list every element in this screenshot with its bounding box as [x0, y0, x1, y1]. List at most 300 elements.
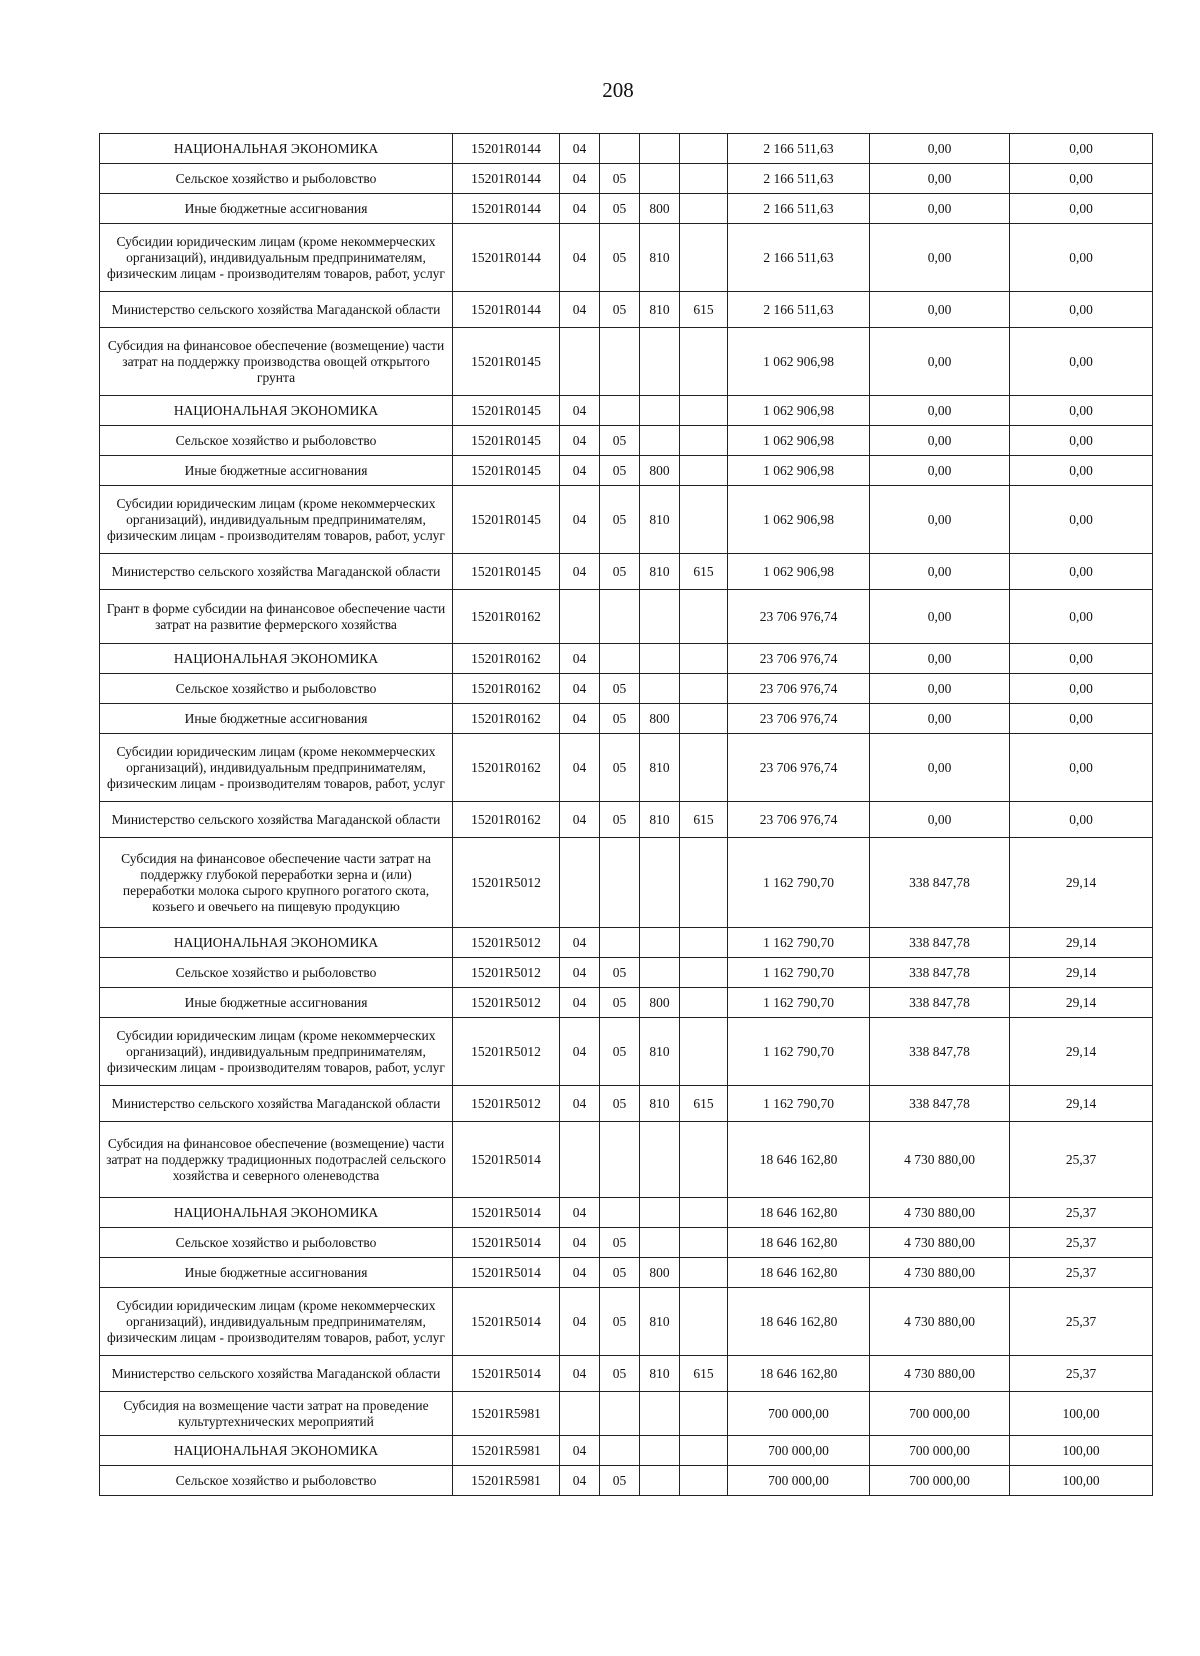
ministry-code-cell [680, 194, 728, 224]
section-code-cell: 04 [560, 958, 600, 988]
table-row [100, 1466, 1153, 1496]
planned-amount-cell: 1 062 906,98 [728, 426, 870, 456]
subsection-code-cell: 05 [600, 958, 640, 988]
ministry-code-cell: 615 [680, 554, 728, 590]
section-code-cell: 04 [560, 1356, 600, 1392]
row-name-cell: НАЦИОНАЛЬНАЯ ЭКОНОМИКА [100, 644, 453, 674]
expense-type-code-cell: 800 [640, 988, 680, 1018]
planned-amount-cell: 1 062 906,98 [728, 396, 870, 426]
planned-amount-cell: 23 706 976,74 [728, 802, 870, 838]
row-name-cell: Сельское хозяйство и рыболовство [100, 958, 453, 988]
row-name-cell: Иные бюджетные ассигнования [100, 704, 453, 734]
row-name-cell: Субсидия на финансовое обеспечение части затрат на поддержку глубокой переработки зерна и (или) переработки молока сырого крупного рогатого скота, козьего и овечьего на пищевую продукцию [100, 838, 453, 928]
expense-type-code-cell: 810 [640, 486, 680, 554]
table-row [100, 1228, 1153, 1258]
executed-amount-cell: 0,00 [870, 456, 1010, 486]
section-code-cell: 04 [560, 292, 600, 328]
ministry-code-cell [680, 1198, 728, 1228]
expense-type-code-cell [640, 1392, 680, 1436]
row-name-cell: Субсидии юридическим лицам (кроме некоммерческих организаций), индивидуальным предпринимателям, физическим лицам - производителям товаров, работ, услуг [100, 734, 453, 802]
executed-amount-cell: 0,00 [870, 164, 1010, 194]
row-name-cell: Грант в форме субсидии на финансовое обеспечение части затрат на развитие фермерского хозяйства [100, 590, 453, 644]
row-name-cell: Министерство сельского хозяйства Магаданской области [100, 292, 453, 328]
execution-percent-cell: 0,00 [1010, 554, 1153, 590]
section-code-cell: 04 [560, 1198, 600, 1228]
subsection-code-cell [600, 1198, 640, 1228]
expense-type-code-cell [640, 1228, 680, 1258]
executed-amount-cell: 0,00 [870, 328, 1010, 396]
executed-amount-cell: 338 847,78 [870, 928, 1010, 958]
budget-table [99, 133, 1153, 1496]
section-code-cell: 04 [560, 396, 600, 426]
executed-amount-cell: 0,00 [870, 396, 1010, 426]
subsection-code-cell: 05 [600, 426, 640, 456]
table-row [100, 396, 1153, 426]
table-row [100, 134, 1153, 164]
ministry-code-cell [680, 224, 728, 292]
executed-amount-cell: 0,00 [870, 486, 1010, 554]
row-name-cell: Субсидия на возмещение части затрат на проведение культуртехнических мероприятий [100, 1392, 453, 1436]
executed-amount-cell: 0,00 [870, 674, 1010, 704]
execution-percent-cell: 0,00 [1010, 704, 1153, 734]
row-name-cell: Субсидии юридическим лицам (кроме некоммерческих организаций), индивидуальным предпринимателям, физическим лицам - производителям товаров, работ, услуг [100, 486, 453, 554]
target-code-cell: 15201R5012 [453, 1086, 560, 1122]
execution-percent-cell: 25,37 [1010, 1288, 1153, 1356]
execution-percent-cell: 25,37 [1010, 1258, 1153, 1288]
subsection-code-cell [600, 1122, 640, 1198]
execution-percent-cell: 0,00 [1010, 134, 1153, 164]
section-code-cell [560, 1122, 600, 1198]
table-row [100, 1356, 1153, 1392]
target-code-cell: 15201R5014 [453, 1198, 560, 1228]
section-code-cell: 04 [560, 734, 600, 802]
row-name-cell: Иные бюджетные ассигнования [100, 194, 453, 224]
planned-amount-cell: 2 166 511,63 [728, 134, 870, 164]
expense-type-code-cell [640, 1122, 680, 1198]
planned-amount-cell: 18 646 162,80 [728, 1288, 870, 1356]
ministry-code-cell [680, 644, 728, 674]
subsection-code-cell: 05 [600, 194, 640, 224]
table-row [100, 590, 1153, 644]
execution-percent-cell: 29,14 [1010, 928, 1153, 958]
page-number: 208 [602, 78, 634, 102]
expense-type-code-cell: 810 [640, 554, 680, 590]
expense-type-code-cell: 810 [640, 734, 680, 802]
execution-percent-cell: 0,00 [1010, 456, 1153, 486]
expense-type-code-cell: 800 [640, 456, 680, 486]
expense-type-code-cell [640, 958, 680, 988]
execution-percent-cell: 25,37 [1010, 1122, 1153, 1198]
expense-type-code-cell [640, 644, 680, 674]
section-code-cell: 04 [560, 164, 600, 194]
expense-type-code-cell [640, 134, 680, 164]
target-code-cell: 15201R0162 [453, 590, 560, 644]
executed-amount-cell: 0,00 [870, 134, 1010, 164]
ministry-code-cell [680, 134, 728, 164]
row-name-cell: НАЦИОНАЛЬНАЯ ЭКОНОМИКА [100, 928, 453, 958]
section-code-cell: 04 [560, 802, 600, 838]
expense-type-code-cell: 810 [640, 292, 680, 328]
execution-percent-cell: 0,00 [1010, 426, 1153, 456]
section-code-cell: 04 [560, 194, 600, 224]
subsection-code-cell: 05 [600, 456, 640, 486]
expense-type-code-cell [640, 426, 680, 456]
section-code-cell: 04 [560, 704, 600, 734]
executed-amount-cell: 0,00 [870, 554, 1010, 590]
executed-amount-cell: 4 730 880,00 [870, 1356, 1010, 1392]
planned-amount-cell: 18 646 162,80 [728, 1122, 870, 1198]
executed-amount-cell: 4 730 880,00 [870, 1288, 1010, 1356]
expense-type-code-cell: 800 [640, 704, 680, 734]
section-code-cell [560, 590, 600, 644]
row-name-cell: Сельское хозяйство и рыболовство [100, 1228, 453, 1258]
subsection-code-cell [600, 928, 640, 958]
executed-amount-cell: 4 730 880,00 [870, 1122, 1010, 1198]
subsection-code-cell [600, 838, 640, 928]
planned-amount-cell: 1 162 790,70 [728, 958, 870, 988]
planned-amount-cell: 1 162 790,70 [728, 838, 870, 928]
execution-percent-cell: 29,14 [1010, 958, 1153, 988]
ministry-code-cell: 615 [680, 1086, 728, 1122]
ministry-code-cell [680, 958, 728, 988]
executed-amount-cell: 338 847,78 [870, 1086, 1010, 1122]
executed-amount-cell: 700 000,00 [870, 1466, 1010, 1496]
table-row [100, 292, 1153, 328]
subsection-code-cell [600, 644, 640, 674]
target-code-cell: 15201R0162 [453, 644, 560, 674]
planned-amount-cell: 2 166 511,63 [728, 292, 870, 328]
row-name-cell: Субсидия на финансовое обеспечение (возмещение) части затрат на поддержку производства овощей открытого грунта [100, 328, 453, 396]
planned-amount-cell: 2 166 511,63 [728, 194, 870, 224]
row-name-cell: Сельское хозяйство и рыболовство [100, 426, 453, 456]
table-row [100, 838, 1153, 928]
subsection-code-cell: 05 [600, 734, 640, 802]
row-name-cell: Сельское хозяйство и рыболовство [100, 674, 453, 704]
target-code-cell: 15201R5014 [453, 1122, 560, 1198]
table-row [100, 734, 1153, 802]
execution-percent-cell: 0,00 [1010, 674, 1153, 704]
row-name-cell: Министерство сельского хозяйства Магаданской области [100, 1356, 453, 1392]
row-name-cell: НАЦИОНАЛЬНАЯ ЭКОНОМИКА [100, 1436, 453, 1466]
ministry-code-cell [680, 1288, 728, 1356]
target-code-cell: 15201R0145 [453, 456, 560, 486]
execution-percent-cell: 0,00 [1010, 194, 1153, 224]
ministry-code-cell: 615 [680, 802, 728, 838]
section-code-cell [560, 1392, 600, 1436]
target-code-cell: 15201R5014 [453, 1288, 560, 1356]
expense-type-code-cell: 810 [640, 1018, 680, 1086]
row-name-cell: Сельское хозяйство и рыболовство [100, 164, 453, 194]
planned-amount-cell: 2 166 511,63 [728, 224, 870, 292]
subsection-code-cell [600, 396, 640, 426]
target-code-cell: 15201R0144 [453, 224, 560, 292]
execution-percent-cell: 100,00 [1010, 1436, 1153, 1466]
row-name-cell: Субсидия на финансовое обеспечение (возмещение) части затрат на поддержку традиционных подотраслей сельского хозяйства и северного оленеводства [100, 1122, 453, 1198]
subsection-code-cell [600, 1436, 640, 1466]
subsection-code-cell [600, 590, 640, 644]
table-row [100, 1392, 1153, 1436]
executed-amount-cell: 4 730 880,00 [870, 1258, 1010, 1288]
subsection-code-cell: 05 [600, 802, 640, 838]
table-row [100, 554, 1153, 590]
table-row [100, 328, 1153, 396]
executed-amount-cell: 4 730 880,00 [870, 1228, 1010, 1258]
execution-percent-cell: 100,00 [1010, 1392, 1153, 1436]
section-code-cell: 04 [560, 988, 600, 1018]
subsection-code-cell: 05 [600, 1288, 640, 1356]
target-code-cell: 15201R0145 [453, 486, 560, 554]
expense-type-code-cell [640, 396, 680, 426]
table-row [100, 194, 1153, 224]
row-name-cell: Сельское хозяйство и рыболовство [100, 1466, 453, 1496]
row-name-cell: Субсидии юридическим лицам (кроме некоммерческих организаций), индивидуальным предпринимателям, физическим лицам - производителям товаров, работ, услуг [100, 1288, 453, 1356]
subsection-code-cell: 05 [600, 674, 640, 704]
ministry-code-cell: 615 [680, 1356, 728, 1392]
subsection-code-cell: 05 [600, 292, 640, 328]
subsection-code-cell: 05 [600, 988, 640, 1018]
section-code-cell: 04 [560, 134, 600, 164]
section-code-cell: 04 [560, 1288, 600, 1356]
expense-type-code-cell: 810 [640, 224, 680, 292]
target-code-cell: 15201R5012 [453, 1018, 560, 1086]
ministry-code-cell [680, 1392, 728, 1436]
executed-amount-cell: 700 000,00 [870, 1436, 1010, 1466]
expense-type-code-cell [640, 928, 680, 958]
budget-table-body [100, 134, 1153, 1496]
planned-amount-cell: 1 062 906,98 [728, 328, 870, 396]
section-code-cell [560, 838, 600, 928]
subsection-code-cell: 05 [600, 554, 640, 590]
target-code-cell: 15201R5012 [453, 958, 560, 988]
target-code-cell: 15201R5014 [453, 1356, 560, 1392]
ministry-code-cell [680, 674, 728, 704]
ministry-code-cell [680, 486, 728, 554]
planned-amount-cell: 1 062 906,98 [728, 456, 870, 486]
ministry-code-cell [680, 734, 728, 802]
execution-percent-cell: 29,14 [1010, 838, 1153, 928]
execution-percent-cell: 100,00 [1010, 1466, 1153, 1496]
expense-type-code-cell: 810 [640, 1288, 680, 1356]
planned-amount-cell: 18 646 162,80 [728, 1198, 870, 1228]
target-code-cell: 15201R5012 [453, 838, 560, 928]
row-name-cell: НАЦИОНАЛЬНАЯ ЭКОНОМИКА [100, 1198, 453, 1228]
ministry-code-cell [680, 1018, 728, 1086]
subsection-code-cell: 05 [600, 1258, 640, 1288]
execution-percent-cell: 29,14 [1010, 988, 1153, 1018]
execution-percent-cell: 29,14 [1010, 1086, 1153, 1122]
execution-percent-cell: 0,00 [1010, 486, 1153, 554]
row-name-cell: Иные бюджетные ассигнования [100, 456, 453, 486]
expense-type-code-cell [640, 1466, 680, 1496]
target-code-cell: 15201R0162 [453, 734, 560, 802]
subsection-code-cell: 05 [600, 1228, 640, 1258]
planned-amount-cell: 23 706 976,74 [728, 734, 870, 802]
planned-amount-cell: 23 706 976,74 [728, 644, 870, 674]
table-row [100, 1198, 1153, 1228]
section-code-cell: 04 [560, 1086, 600, 1122]
planned-amount-cell: 18 646 162,80 [728, 1228, 870, 1258]
execution-percent-cell: 29,14 [1010, 1018, 1153, 1086]
planned-amount-cell: 23 706 976,74 [728, 590, 870, 644]
table-row [100, 1086, 1153, 1122]
ministry-code-cell [680, 1436, 728, 1466]
expense-type-code-cell [640, 590, 680, 644]
execution-percent-cell: 25,37 [1010, 1198, 1153, 1228]
target-code-cell: 15201R0162 [453, 704, 560, 734]
table-row [100, 704, 1153, 734]
target-code-cell: 15201R0144 [453, 194, 560, 224]
table-row [100, 1288, 1153, 1356]
target-code-cell: 15201R5014 [453, 1258, 560, 1288]
execution-percent-cell: 0,00 [1010, 164, 1153, 194]
section-code-cell: 04 [560, 426, 600, 456]
planned-amount-cell: 1 062 906,98 [728, 554, 870, 590]
section-code-cell: 04 [560, 1466, 600, 1496]
ministry-code-cell [680, 1258, 728, 1288]
planned-amount-cell: 700 000,00 [728, 1436, 870, 1466]
section-code-cell: 04 [560, 1228, 600, 1258]
expense-type-code-cell: 810 [640, 1356, 680, 1392]
table-row [100, 928, 1153, 958]
subsection-code-cell [600, 1392, 640, 1436]
executed-amount-cell: 0,00 [870, 426, 1010, 456]
target-code-cell: 15201R0144 [453, 164, 560, 194]
ministry-code-cell [680, 1466, 728, 1496]
planned-amount-cell: 23 706 976,74 [728, 674, 870, 704]
subsection-code-cell: 05 [600, 486, 640, 554]
executed-amount-cell: 0,00 [870, 644, 1010, 674]
row-name-cell: НАЦИОНАЛЬНАЯ ЭКОНОМИКА [100, 134, 453, 164]
expense-type-code-cell: 800 [640, 1258, 680, 1288]
ministry-code-cell [680, 456, 728, 486]
section-code-cell: 04 [560, 554, 600, 590]
executed-amount-cell: 4 730 880,00 [870, 1198, 1010, 1228]
ministry-code-cell [680, 590, 728, 644]
planned-amount-cell: 1 162 790,70 [728, 1018, 870, 1086]
row-name-cell: Министерство сельского хозяйства Магаданской области [100, 554, 453, 590]
section-code-cell: 04 [560, 1436, 600, 1466]
execution-percent-cell: 0,00 [1010, 644, 1153, 674]
target-code-cell: 15201R0145 [453, 396, 560, 426]
subsection-code-cell: 05 [600, 1018, 640, 1086]
planned-amount-cell: 1 162 790,70 [728, 1086, 870, 1122]
planned-amount-cell: 23 706 976,74 [728, 704, 870, 734]
executed-amount-cell: 0,00 [870, 704, 1010, 734]
row-name-cell: Субсидии юридическим лицам (кроме некоммерческих организаций), индивидуальным предпринимателям, физическим лицам - производителям товаров, работ, услуг [100, 224, 453, 292]
executed-amount-cell: 0,00 [870, 194, 1010, 224]
ministry-code-cell [680, 328, 728, 396]
row-name-cell: Субсидии юридическим лицам (кроме некоммерческих организаций), индивидуальным предпринимателям, физическим лицам - производителям товаров, работ, услуг [100, 1018, 453, 1086]
planned-amount-cell: 700 000,00 [728, 1392, 870, 1436]
target-code-cell: 15201R0162 [453, 674, 560, 704]
table-row [100, 486, 1153, 554]
ministry-code-cell [680, 928, 728, 958]
execution-percent-cell: 0,00 [1010, 224, 1153, 292]
target-code-cell: 15201R5012 [453, 928, 560, 958]
executed-amount-cell: 338 847,78 [870, 988, 1010, 1018]
execution-percent-cell: 25,37 [1010, 1356, 1153, 1392]
section-code-cell: 04 [560, 224, 600, 292]
expense-type-code-cell: 800 [640, 194, 680, 224]
planned-amount-cell: 1 162 790,70 [728, 988, 870, 1018]
execution-percent-cell: 0,00 [1010, 328, 1153, 396]
expense-type-code-cell [640, 1436, 680, 1466]
ministry-code-cell [680, 1228, 728, 1258]
subsection-code-cell: 05 [600, 164, 640, 194]
execution-percent-cell: 0,00 [1010, 292, 1153, 328]
subsection-code-cell: 05 [600, 704, 640, 734]
target-code-cell: 15201R0145 [453, 426, 560, 456]
ministry-code-cell [680, 396, 728, 426]
section-code-cell: 04 [560, 456, 600, 486]
ministry-code-cell [680, 426, 728, 456]
expense-type-code-cell: 810 [640, 802, 680, 838]
row-name-cell: Министерство сельского хозяйства Магаданской области [100, 1086, 453, 1122]
section-code-cell: 04 [560, 486, 600, 554]
executed-amount-cell: 0,00 [870, 224, 1010, 292]
execution-percent-cell: 0,00 [1010, 396, 1153, 426]
expense-type-code-cell [640, 838, 680, 928]
section-code-cell: 04 [560, 644, 600, 674]
planned-amount-cell: 2 166 511,63 [728, 164, 870, 194]
execution-percent-cell: 0,00 [1010, 734, 1153, 802]
target-code-cell: 15201R0162 [453, 802, 560, 838]
executed-amount-cell: 0,00 [870, 292, 1010, 328]
target-code-cell: 15201R0145 [453, 554, 560, 590]
row-name-cell: НАЦИОНАЛЬНАЯ ЭКОНОМИКА [100, 396, 453, 426]
subsection-code-cell: 05 [600, 224, 640, 292]
planned-amount-cell: 18 646 162,80 [728, 1258, 870, 1288]
executed-amount-cell: 338 847,78 [870, 1018, 1010, 1086]
table-row [100, 1122, 1153, 1198]
ministry-code-cell [680, 1122, 728, 1198]
table-row [100, 958, 1153, 988]
ministry-code-cell: 615 [680, 292, 728, 328]
expense-type-code-cell: 810 [640, 1086, 680, 1122]
row-name-cell: Министерство сельского хозяйства Магаданской области [100, 802, 453, 838]
target-code-cell: 15201R0144 [453, 134, 560, 164]
executed-amount-cell: 700 000,00 [870, 1392, 1010, 1436]
subsection-code-cell: 05 [600, 1086, 640, 1122]
ministry-code-cell [680, 988, 728, 1018]
expense-type-code-cell [640, 328, 680, 396]
table-row [100, 802, 1153, 838]
executed-amount-cell: 338 847,78 [870, 838, 1010, 928]
table-row [100, 426, 1153, 456]
section-code-cell [560, 328, 600, 396]
table-row [100, 644, 1153, 674]
subsection-code-cell: 05 [600, 1466, 640, 1496]
executed-amount-cell: 0,00 [870, 802, 1010, 838]
ministry-code-cell [680, 704, 728, 734]
expense-type-code-cell [640, 1198, 680, 1228]
executed-amount-cell: 338 847,78 [870, 958, 1010, 988]
section-code-cell: 04 [560, 1258, 600, 1288]
subsection-code-cell [600, 328, 640, 396]
section-code-cell: 04 [560, 928, 600, 958]
row-name-cell: Иные бюджетные ассигнования [100, 1258, 453, 1288]
executed-amount-cell: 0,00 [870, 734, 1010, 802]
execution-percent-cell: 25,37 [1010, 1228, 1153, 1258]
subsection-code-cell: 05 [600, 1356, 640, 1392]
target-code-cell: 15201R5012 [453, 988, 560, 1018]
table-row [100, 988, 1153, 1018]
planned-amount-cell: 18 646 162,80 [728, 1356, 870, 1392]
section-code-cell: 04 [560, 674, 600, 704]
ministry-code-cell [680, 838, 728, 928]
target-code-cell: 15201R5981 [453, 1466, 560, 1496]
target-code-cell: 15201R0145 [453, 328, 560, 396]
